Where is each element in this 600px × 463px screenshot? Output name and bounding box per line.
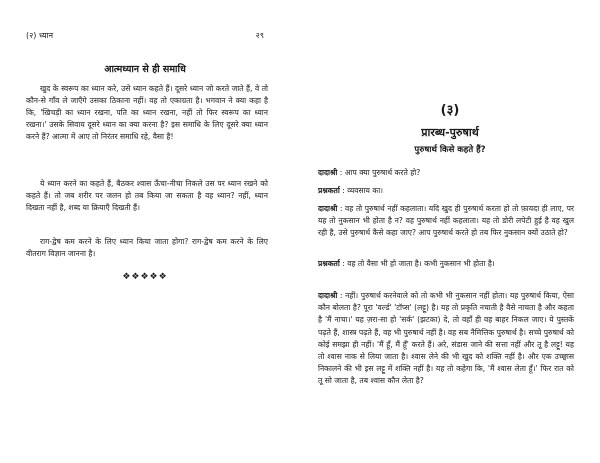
dialogue-entry: [318, 290, 574, 388]
left-paragraph-2: ये ध्यान करने का कहते हैं, बैठकर श्वास ऊँचा-नीचा निकले उस पर ध्यान रखने को कहते हैं। तो जब शरीर पर जलन हो तब किया जा सकता है वह ध्यान? नहीं, ध्यान दिखता नहीं है, शब्द या क्रियाएँ दिखती हैं।: [26, 179, 268, 212]
speaker-separator: :: [337, 204, 346, 213]
left-paragraph-3: राग-द्वेष कम करने के लिए ध्यान किया जाता होगा? राग-द्वेष कम करने के लिए वीतराग विज्ञान जानना है।: [26, 237, 268, 258]
left-page-number: २९: [255, 31, 264, 40]
speaker-label: प्रश्नकर्ता: [318, 186, 340, 195]
speaker-separator: :: [337, 291, 346, 300]
dialogue-text: वह तो पुरुषार्थ नहीं कहलाता। यदि खुद ही पुरुषार्थ करता हो तो फ़ायदा ही लाए, पर यह तो नुकसान भी होता है न? वह पुरुषार्थ नहीं कहलाता। यह तो डोरी लपेटी हुई है वह खुल रही है, उसे पुरुषार्थ कैसे कहा जाए? आप पुरुषार्थ करते हो तब फिर नुकसान क्यों उठाते हो?: [318, 204, 575, 238]
speaker-separator: :: [337, 168, 345, 177]
ornament-divider: ❖❖❖❖❖: [122, 272, 168, 282]
dialogue-entry: [318, 258, 574, 270]
left-paragraph-1: खुद के स्वरूप का ध्यान करे, उसे ध्यान कहते हैं। दूसरे ध्यान जो करते जाते हैं, वे तो कौन-से गाँव ले जाएँगे उसका ठिकाना नहीं। वह तो एकाग्रता है। भगवान ने क्या कहा है कि, 'खिचड़ी का ध्यान रखना, पति का ध्यान रखना, नहीं तो फिर स्वरूप का ध्यान रखना।' उसके सिवाय दूसरे ध्यान का क्या करना है? इस समाधि के लिए दूसरे क्या ध्यान करने हैं? आत्मा में आए तो निरंतर समाधि रहे, वैसा है!: [26, 84, 268, 141]
dialogue-entry: [318, 203, 574, 240]
dialogue-text: नहीं। पुरुषार्थ करनेवाले को तो कभी भी नुकसान नहीं होता। यह पुरुषार्थ किया, ऐसा कौन बोलता है? पूरा 'वर्ल्ड' 'टॉप्स' (लट्टू) है। यह तो प्रकृति नचाती है वैसे नाचता है और कहता है 'मैं नाचा।' यह ज़रा-सा हो 'सर्क' (झटका) दे, तो वहाँ ही वह बाहर निकल जाए। ये पुस्तकें पढ़ते हैं, शास्त्र पढ़ते हैं, वह भी पुरुषार्थ नहीं है। वह सब नैमित्तिक पुरुषार्थ है। सच्चे पुरुषार्थ को कोई समझा ही नहीं। 'मैं हूँ, मैं हूँ' करते हैं। अरे, संडास जाने की सत्ता नहीं और तू है लट्टू! यह तो श्वास नाक से लिया जाता है। श्वास लेने की भी खुद को शक्ति नहीं है। और एक उच्छ्वास निकालने की भी इस लट्टू में शक्ति नहीं है। यह तो कहेगा कि, 'मैं श्वास लेता हूँ।' फिर रात को तू सो जाता है, तब श्वास कौन लेता है?: [318, 291, 574, 386]
speaker-label: दादाश्री: [318, 291, 338, 300]
speaker-label: दादाश्री: [318, 204, 338, 213]
chapter-title: प्रारब्ध-पुरुषार्थ: [421, 126, 479, 139]
speaker-label: दादाश्री: [318, 168, 338, 177]
dialogue-entry: [318, 185, 574, 197]
speaker-label: प्रश्नकर्ता: [318, 259, 340, 268]
dialogue-text: वह तो वैसा भी हो जाता है। कभी नुकसान भी होता है।: [347, 259, 495, 268]
section-title: आत्मध्यान से ही समाधि: [104, 64, 186, 75]
chapter-subtitle: पुरुषार्थ किसे कहते हैं?: [414, 145, 486, 155]
running-head-title: (२) ध्यान: [26, 31, 54, 40]
chapter-number: (३): [440, 103, 460, 118]
dialogue-text: व्यवसाय का।: [347, 186, 384, 195]
right-page: [300, 0, 600, 463]
dialogue-entry: [318, 167, 574, 179]
speaker-separator: :: [339, 186, 348, 195]
dialogue-text: आप क्या पुरुषार्थ करते हो?: [344, 168, 421, 177]
speaker-separator: :: [339, 259, 348, 268]
